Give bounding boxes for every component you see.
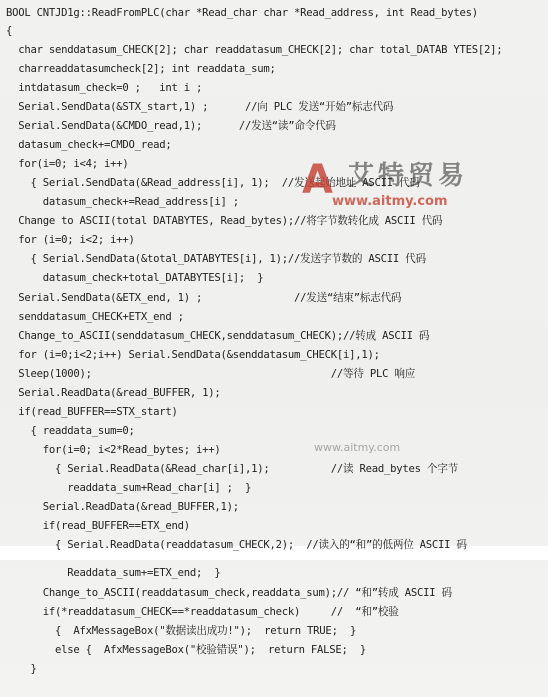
code-line: Change_to_ASCII(senddatasum_CHECK,senddatasum_CHECK);//转成 ASCII 码 [6, 330, 430, 342]
code-line: if(read_BUFFER==ETX_end) [6, 520, 190, 532]
code-line: Serial.SendData(&STX_start,1) ; //向 PLC 发送“开始”标志代码 [6, 101, 394, 113]
watermark-url: www.aitmy.com [332, 194, 448, 209]
code-line: intdatasum_check=0 ; int i ; [6, 82, 203, 94]
code-line: Serial.SendData(&ETX_end, 1) ; //发送“结束”标志代码 [6, 292, 402, 304]
code-line: { Serial.ReadData(readdatasum_CHECK,2); //读入的“和”的低两位 ASCII 码 [6, 539, 467, 551]
code-line: { [6, 25, 13, 37]
watermark [302, 158, 502, 216]
code-line: else { AfxMessageBox("校验错误"); return FALSE; } [6, 644, 367, 656]
code-line: Readdata_sum+=ETX_end; } [6, 567, 221, 579]
code-line: Serial.ReadData(&read_BUFFER, 1); [6, 387, 221, 399]
code-line: Serial.ReadData(&read_BUFFER,1); [6, 501, 239, 513]
code-line: { Serial.SendData(&Read_address[i], 1); //发送起始地址 ASCII 代码 [6, 177, 420, 189]
code-line: charreaddatasumcheck[2]; int readdata_sum; [6, 63, 276, 75]
code-line: if(*readdatasum_CHECK==*readdatasum_check) // “和”校验 [6, 606, 399, 618]
code-line: datasum_check+total_DATABYTES[i]; } [6, 272, 264, 284]
code-line: char senddatasum_CHECK[2]; char readdatasum_CHECK[2]; char total_DATAB YTES[2]; [6, 44, 503, 56]
code-line: datasum_check+=Read_address[i] ; [6, 196, 239, 208]
code-line: Serial.SendData(&CMDO_read,1); //发送“读”命令代码 [6, 120, 336, 132]
code-line: for(i=0; i<4; i++) [6, 158, 129, 170]
code-line: for (i=0; i<2; i++) [6, 234, 135, 246]
code-line: } [6, 663, 37, 675]
code-line: BOOL CNTJD1g::ReadFromPLC(char *Read_char char *Read_address, int Read_bytes) [6, 7, 478, 19]
code-line: if(read_BUFFER==STX_start) [6, 406, 178, 418]
code-line: { readdata_sum=0; [6, 425, 135, 437]
code-line: { Serial.SendData(&total_DATABYTES[i], 1);//发送字节数的 ASCII 代码 [6, 253, 426, 265]
code-line: senddatasum_CHECK+ETX_end ; [6, 311, 184, 323]
watermark-url-secondary: www.aitmy.com [314, 441, 401, 454]
watermark-logo: A [302, 157, 333, 203]
watermark-name: 艾特贸易 [348, 161, 469, 191]
code-line: { AfxMessageBox("数据读出成功!"); return TRUE; } [6, 625, 357, 637]
code-line: datasum_check+=CMDO_read; [6, 139, 172, 151]
code-line: Sleep(1000); //等待 PLC 响应 [6, 368, 416, 380]
code-line: Change_to_ASCII(readdatasum_check,readdata_sum);// “和”转成 ASCII 码 [6, 587, 452, 599]
code-line: Change to ASCII(total DATABYTES, Read_bytes);//将字节数转化成 ASCII 代码 [6, 215, 443, 227]
code-line: for (i=0;i<2;i++) Serial.SendData(&senddatasum_CHECK[i],1); [6, 349, 380, 361]
code-line: readdata_sum+Read_char[i] ; } [6, 482, 252, 494]
code-line: { Serial.ReadData(&Read_char[i],1); //读 Read_bytes 个字节 [6, 463, 458, 475]
code-line: for(i=0; i<2*Read_bytes; i++) [6, 444, 221, 456]
